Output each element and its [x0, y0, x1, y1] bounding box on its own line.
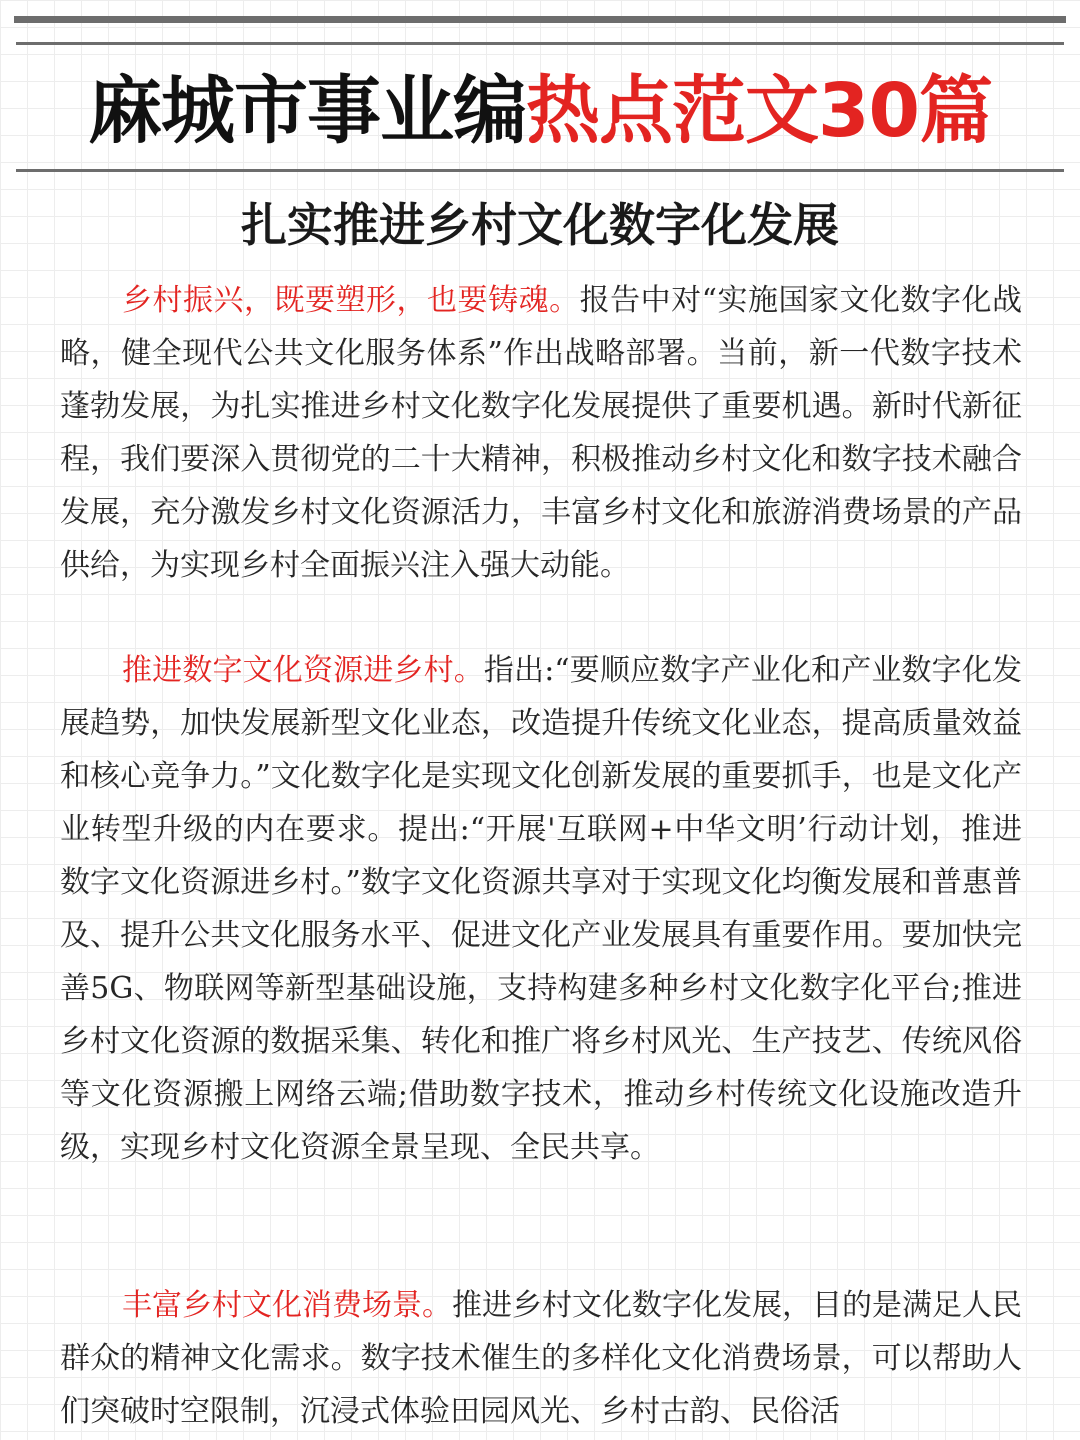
paragraph-2-lead: 推进数字文化资源进乡村。	[122, 653, 484, 688]
page-title-black-part: 麻城市事业编	[88, 68, 526, 154]
paragraph-3	[60, 1279, 1022, 1440]
article-title: 扎实推进乡村文化数字化发展	[241, 198, 839, 252]
paragraph-3-body: 推进乡村文化数字化发展，目的是满足人民群众的精神文化需求。数字技术催生的多样化文化消费场景，可以帮助人们突破时空限制，沉浸式体验田园风光、乡村古韵、民俗活	[60, 1288, 1022, 1429]
top-thin-rule	[16, 42, 1064, 45]
paragraph-1-lead: 乡村振兴，既要塑形，也要铸魂。	[122, 283, 580, 318]
paragraph-1	[60, 274, 1022, 592]
paragraph-3-lead: 丰富乡村文化消费场景。	[122, 1288, 452, 1323]
page-title	[0, 66, 1080, 156]
paragraph-2	[60, 644, 1022, 1227]
title-bottom-rule	[16, 169, 1064, 172]
paragraph-1-body: 报告中对“实施国家文化数字化战略，健全现代公共文化服务体系”作出战略部署。当前，新一代数字技术蓬勃发展，为扎实推进乡村文化数字化发展提供了重要机遇。新时代新征程，我们要深入贯彻党的二十大精神，积极推动乡村文化和数字技术融合发展，充分激发乡村文化资源活力，丰富乡村文化和旅游消费场景的产品供给，为实现乡村全面振兴注入强大动能。	[60, 283, 1022, 583]
top-thick-rule	[14, 16, 1066, 23]
page-title-red-part: 热点范文30篇	[526, 68, 992, 154]
paragraph-2-body: 指出:“要顺应数字产业化和产业数字化发展趋势，加快发展新型文化业态，改造提升传统文化业态，提高质量效益和核心竞争力。”文化数字化是实现文化创新发展的重要抓手，也是文化产业转型升级的内在要求。提出:“开展'互联网+中华文明’行动计划，推进数字文化资源进乡村。”数字文化资源共享对于实现文化均衡发展和普惠普及、提升公共文化服务水平、促进文化产业发展具有重要作用。要加快完善5G、物联网等新型基础设施，支持构建多种乡村文化数字化平台;推进乡村文化资源的数据采集、转化和推广将乡村风光、生产技艺、传统风俗等文化资源搬上网络云端;借助数字技术，推动乡村传统文化设施改造升级，实现乡村文化资源全景呈现、全民共享。	[60, 653, 1022, 1165]
